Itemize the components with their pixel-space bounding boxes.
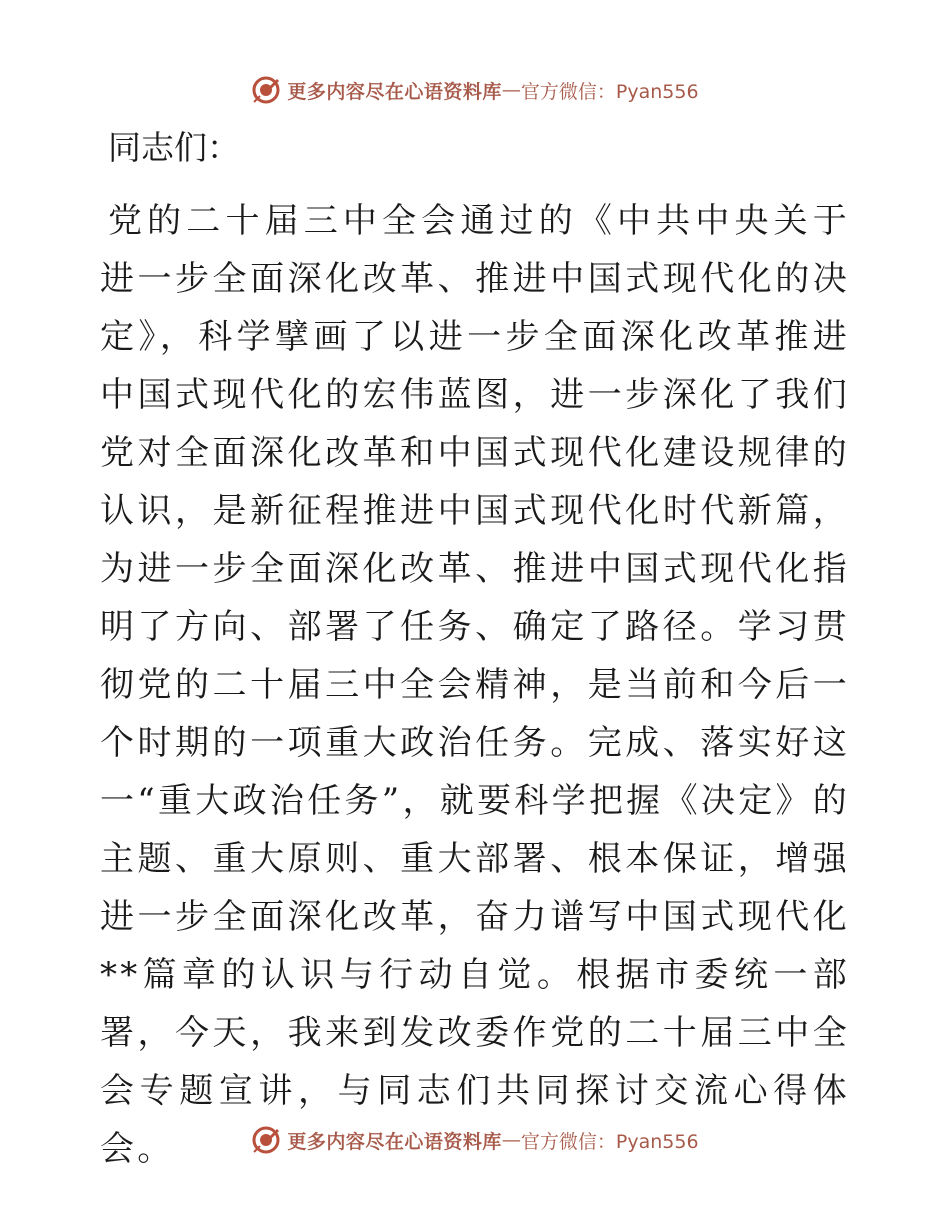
header-watermark-banner [0,70,950,110]
pen-logo-icon [251,75,281,105]
greeting: 同志们： [108,128,240,167]
banner-contact: 官方微信：Pyan556 [520,1130,699,1153]
banner-separator: — [501,79,521,101]
banner-contact: 官方微信：Pyan556 [520,80,699,103]
footer-watermark-banner [0,1120,950,1160]
banner-title: 更多内容尽在心语资料库 [287,80,502,103]
banner-title: 更多内容尽在心语资料库 [287,1130,502,1153]
banner-separator: — [501,1129,521,1151]
body-paragraph: 党的二十届三中全会通过的《中共中央关于进一步全面深化改革、推进中国式现代化的决定》，科学擘画了以进一步全面深化改革推进中国式现代化的宏伟蓝图，进一步深化了我们党对全面深化改革和中国式现代化建设规律的认识，是新征程推进中国式现代化时代新篇，为进一步全面深化改革、推进中国式现代化指明了方向、部署了任务、确定了路径。学习贯彻党的二十届三中全会精神，是当前和今后一个时期的一项重大政治任务。完成、落实好这一“重大政治任务”，就要科学把握《决定》的主题、重大原则、重大部署、根本保证，增强进一步全面深化改革，奋力谱写中国式现代化**篇章的认识与行动自觉。根据市委统一部署，今天，我来到发改委作党的二十届三中全会专题宣讲，与同志们共同探讨交流心得体会。 [100,201,850,1169]
pen-logo-icon [251,1125,281,1155]
